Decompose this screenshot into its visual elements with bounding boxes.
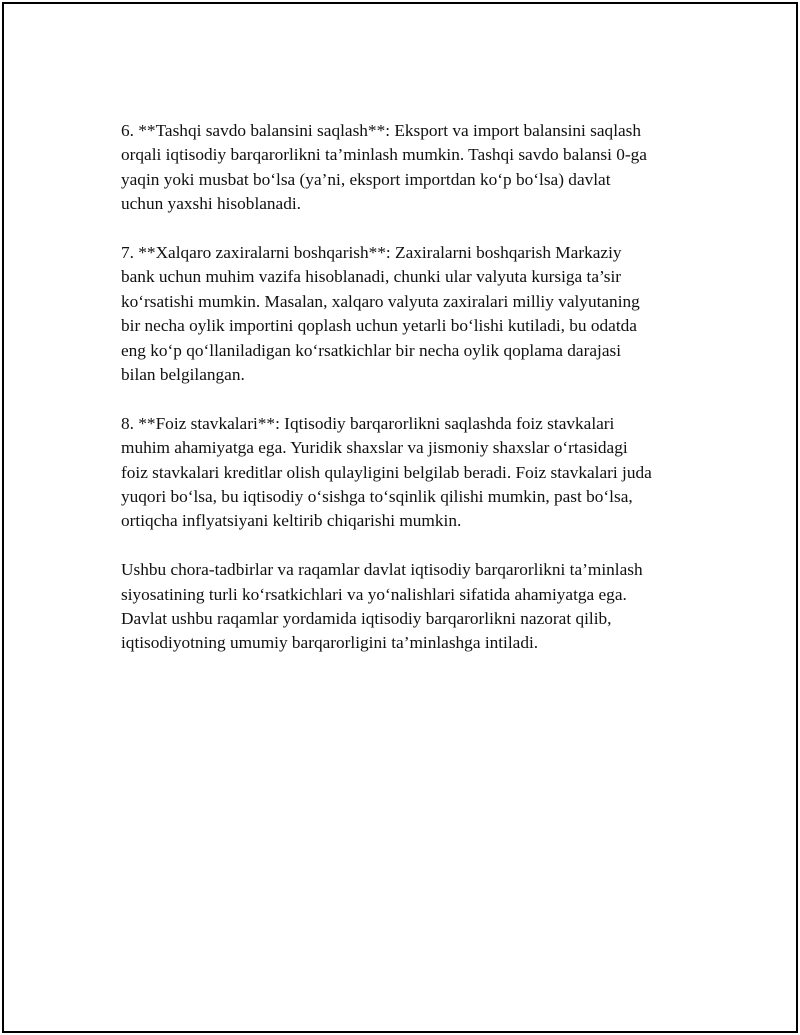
text-line: 8. **Foiz stavkalari**: Iqtisodiy barqarorlikni saqlashda foiz stavkalari bbox=[121, 413, 615, 433]
text-line: bilan belgilangan. bbox=[121, 365, 245, 385]
text-line: yuqori bo‘lsa, bu iqtisodiy o‘sishga to‘sqinlik qilishi mumkin, past bo‘lsa, bbox=[121, 487, 633, 507]
paragraph-interest-rates bbox=[121, 412, 691, 534]
text-line: ko‘rsatishi mumkin. Masalan, xalqaro valyuta zaxiralari milliy valyutaning bbox=[121, 291, 640, 311]
text-line: yaqin yoki musbat bo‘lsa (ya’ni, eksport importdan ko‘p bo‘lsa) davlat bbox=[121, 169, 611, 189]
paragraph-conclusion bbox=[121, 558, 691, 656]
text-line: bir necha oylik importini qoplash uchun yetarli bo‘lishi kutiladi, bu odatda bbox=[121, 316, 637, 336]
text-line: uchun yaxshi hisoblanadi. bbox=[121, 194, 301, 214]
text-line: muhim ahamiyatga ega. Yuridik shaxslar va jismoniy shaxslar o‘rtasidagi bbox=[121, 438, 628, 458]
text-line: Ushbu chora-tadbirlar va raqamlar davlat iqtisodiy barqarorlikni ta’minlash bbox=[121, 560, 643, 580]
text-line: eng ko‘p qo‘llaniladigan ko‘rsatkichlar bir necha oylik qoplama darajasi bbox=[121, 340, 622, 360]
document-body bbox=[121, 119, 691, 680]
text-line: siyosatining turli ko‘rsatkichlari va yo‘nalishlari sifatida ahamiyatga ega. bbox=[121, 584, 627, 604]
text-line: iqtisodiyotning umumiy barqarorligini ta’minlashga intiladi. bbox=[121, 633, 539, 653]
text-line: 6. **Tashqi savdo balansini saqlash**: Eksport va import balansini saqlash bbox=[121, 121, 642, 140]
text-line: Davlat ushbu raqamlar yordamida iqtisodiy barqarorlikni nazorat qilib, bbox=[121, 609, 612, 629]
paragraph-international-reserves bbox=[121, 241, 691, 387]
page-frame bbox=[2, 2, 798, 1033]
text-line: orqali iqtisodiy barqarorlikni ta’minlash mumkin. Tashqi savdo balansi 0-ga bbox=[121, 145, 647, 165]
text-line: 7. **Xalqaro zaxiralarni boshqarish**: Zaxiralarni boshqarish Markaziy bbox=[121, 243, 622, 263]
paragraph-foreign-trade-balance bbox=[121, 119, 691, 217]
text-line: ortiqcha inflyatsiyani keltirib chiqarishi mumkin. bbox=[121, 511, 462, 531]
text-line: bank uchun muhim vazifa hisoblanadi, chunki ular valyuta kursiga ta’sir bbox=[121, 267, 622, 287]
text-line: foiz stavkalari kreditlar olish qulayligini belgilab beradi. Foiz stavkalari juda bbox=[121, 462, 652, 482]
